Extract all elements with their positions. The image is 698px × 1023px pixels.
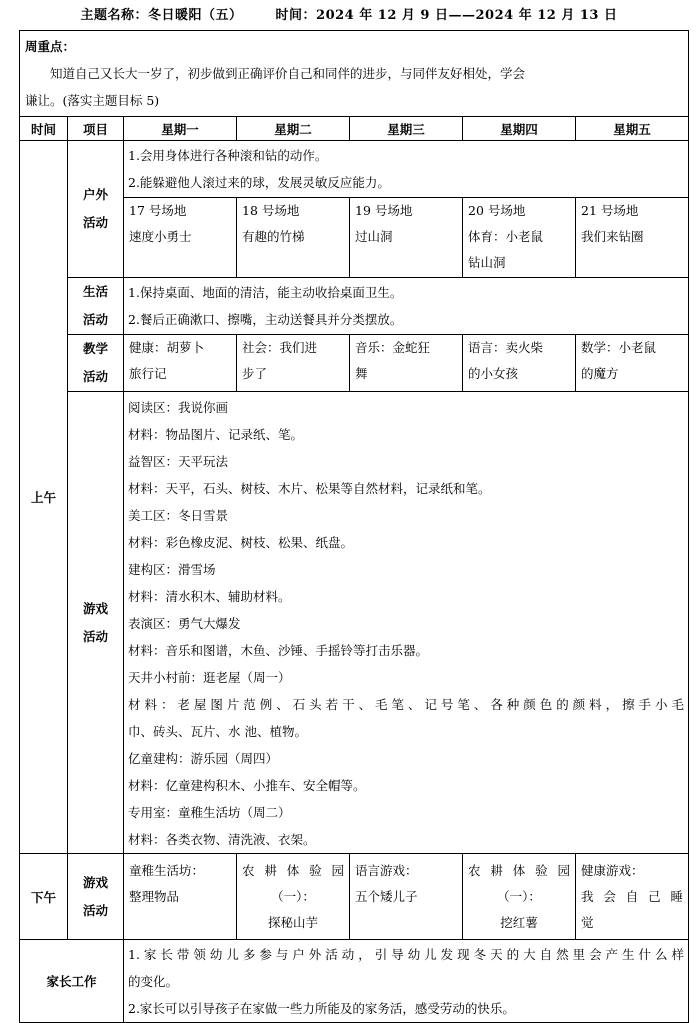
focus-text-line-1: 知道自己又长大一岁了，初步做到正确评价自己和同伴的进步，与同伴友好相处，学会: [50, 66, 526, 81]
teaching-activity-label: 教学 活动: [68, 335, 124, 392]
teaching-tuesday: 社会：我们进 步了: [237, 335, 350, 392]
afternoon-monday: 童稚生活坊： 整理物品: [124, 854, 237, 940]
header-wednesday: 星期三: [350, 117, 463, 141]
plan-title: [0, 4, 698, 23]
game-areas: [124, 392, 689, 854]
parent-work-line: 2.家长可以引导孩子在家做一些力所能及的家务活，感受劳动的快乐。: [128, 1001, 515, 1016]
morning-label: 上午: [20, 141, 68, 854]
outdoor-activity-label: 户外 活动: [68, 141, 124, 278]
header-monday: 星期一: [124, 117, 237, 141]
afternoon-game-label: 游戏 活动: [68, 854, 124, 940]
outdoor-goal: 2.能躲避他人滚过来的球，发展灵敏反应能力。: [128, 175, 390, 190]
focus-text-line-2: 谦让。(落实主题目标 5): [25, 93, 160, 108]
afternoon-friday: 健康游戏： 我会自己睡 觉: [576, 854, 689, 940]
parent-work-label: 家长工作: [20, 940, 124, 1023]
outdoor-goal: 1.会用身体进行各种滚和钻的动作。: [128, 148, 328, 163]
game-line: 美工区：冬日雪景: [128, 508, 229, 523]
teaching-monday: 健康：胡萝卜 旅行记: [124, 335, 237, 392]
afternoon-tuesday: 农耕体验园 （一）： 探秘山芋: [237, 854, 350, 940]
game-line: 材料：物品图片、记录纸、笔。: [128, 427, 304, 442]
game-line: 材料：天平，石头、树枝、木片、松果等自然材料，记录纸和笔。: [128, 481, 491, 496]
outdoor-tuesday: 18 号场地 有趣的竹梯: [237, 198, 350, 278]
game-line: 材料：亿童建构积木、小推车、安全帽等。: [128, 778, 366, 793]
outdoor-goals: [124, 141, 689, 198]
header-item: 项目: [68, 117, 124, 141]
header-friday: 星期五: [576, 117, 689, 141]
afternoon-label: 下午: [20, 854, 68, 940]
game-line: 巾、砖头、瓦片、水 池、植物。: [128, 724, 307, 739]
header-tuesday: 星期二: [237, 117, 350, 141]
game-line: 益智区：天平玩法: [128, 454, 229, 469]
parent-work-line: 的变化。: [128, 974, 179, 989]
teaching-thursday: 语言：卖火柴 的小女孩: [463, 335, 576, 392]
header-time: 时间: [20, 117, 68, 141]
game-line: 材料：老屋图片范例、石头若干、毛笔、记号笔、各种颜色的颜料，擦手小毛: [128, 697, 685, 712]
game-line: 阅读区：我说你画: [128, 400, 229, 415]
game-line: 材料：各类衣物、清洗液、衣架。: [128, 832, 316, 847]
life-activity-label: 生活 活动: [68, 278, 124, 335]
game-line: 表演区：勇气大爆发: [128, 616, 241, 631]
game-line: 天井小村前：逛老屋（周一）: [128, 670, 291, 685]
outdoor-thursday: 20 号场地 体育：小老鼠 钻山洞: [463, 198, 576, 278]
life-goal: 2.餐后正确漱口、擦嘴，主动送餐具并分类摆放。: [128, 312, 403, 327]
header-thursday: 星期四: [463, 117, 576, 141]
parent-work: [124, 940, 689, 1023]
theme-name: 主题名称：冬日暖阳（五）: [80, 8, 243, 23]
game-line: 材料：音乐和图谱，木鱼、沙锤、手摇铃等打击乐器。: [128, 643, 429, 658]
parent-work-line: 1.家长带领幼儿多参与户外活动，引导幼儿发现冬天的大自然里会产生什么样: [128, 947, 685, 962]
weekly-focus: [20, 31, 689, 117]
afternoon-thursday: 农耕体验园 （一）： 挖红薯: [463, 854, 576, 940]
plan-dates: 时间：2024 年 12 月 9 日——2024 年 12 月 13 日: [275, 8, 618, 23]
teaching-friday: 数学：小老鼠 的魔方: [576, 335, 689, 392]
outdoor-monday: 17 号场地 速度小勇士: [124, 198, 237, 278]
focus-label: 周重点：: [25, 39, 76, 54]
game-line: 材料：清水积木、辅助材料。: [128, 589, 291, 604]
game-activity-label: 游戏 活动: [68, 392, 124, 854]
life-goals: [124, 278, 689, 335]
game-line: 亿童建构：游乐园（周四）: [128, 751, 279, 766]
weekly-plan-table: [19, 30, 689, 1023]
game-line: 专用室：童稚生活坊（周二）: [128, 805, 291, 820]
afternoon-wednesday: 语言游戏： 五个矮儿子: [350, 854, 463, 940]
outdoor-friday: 21 号场地 我们来钻圈: [576, 198, 689, 278]
game-line: 建构区：滑雪场: [128, 562, 216, 577]
life-goal: 1.保持桌面、地面的清洁，能主动收拾桌面卫生。: [128, 285, 403, 300]
game-line: 材料：彩色橡皮泥、树枝、松果、纸盘。: [128, 535, 354, 550]
teaching-wednesday: 音乐：金蛇狂 舞: [350, 335, 463, 392]
outdoor-wednesday: 19 号场地 过山洞: [350, 198, 463, 278]
